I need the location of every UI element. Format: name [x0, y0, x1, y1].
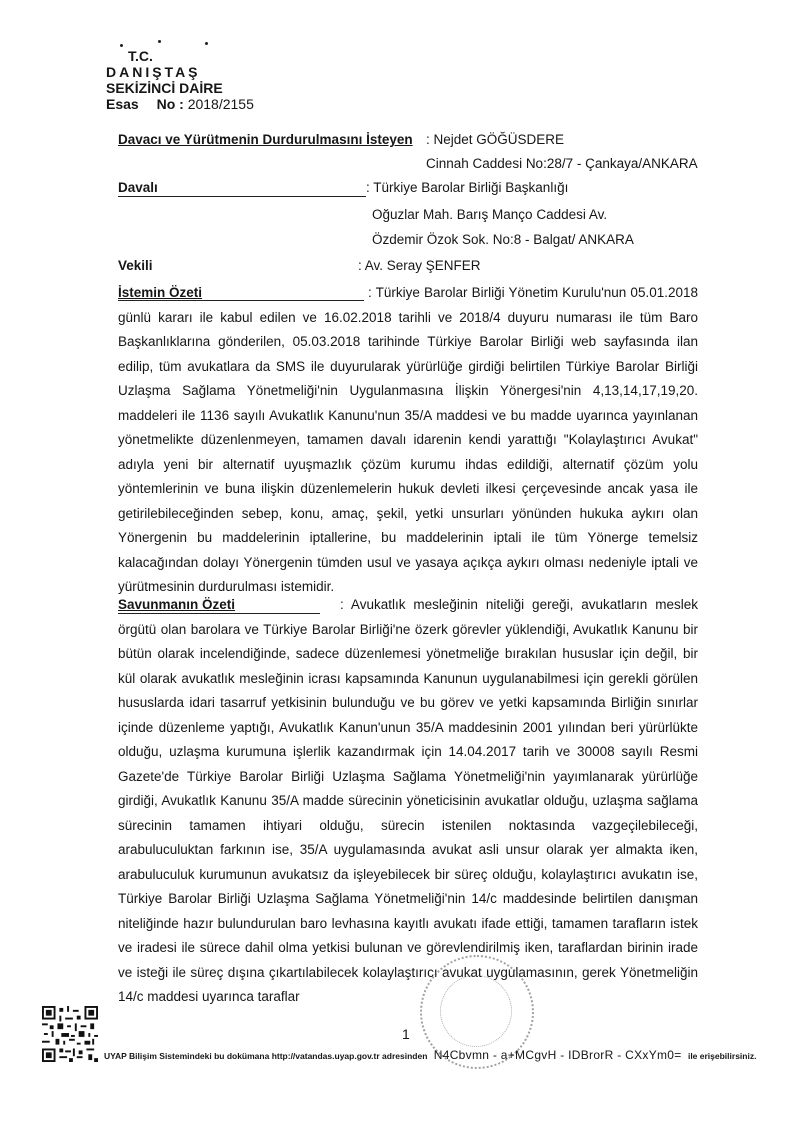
defense-label: Savunmanın Özeti: [118, 597, 236, 612]
court-name: DANIŞTAŞ: [106, 64, 201, 80]
qr-code-icon: [42, 1006, 98, 1062]
attorney-name: : Av. Seray ŞENFER: [358, 258, 481, 273]
scan-speck: [158, 40, 161, 43]
scan-speck: [205, 42, 208, 45]
defense-text: : Avukatlık mesleğinin niteliği gereği, avukatların meslek örgütü olan barolara ve Türkiye Barolar Birliği'ne özerk görevler yüklendiği, Avukatlık Kanunu bir bütün olarak incelendiğinde, sadece düzenlemesi yönetmeliğe bırakılan hususlar için değil, bir kül olarak avukatlık mesleğinin icrası kapsamında Kanunun uygulanabilmesi için gerekli görülen hususlarda idari tasarruf yetkisinin bulunduğu ve bu görev ve yetki kapsamında Birliğin sınırlar içinde düzenleme yaptığı, Avukatlık Kanun'unun 35/A maddesinin 2001 yılından beri yürürlükte olduğu, uzlaşma kurumuna işlerlik kazandırmak için 14.04.2017 tarih ve 30008 sayılı Resmi Gazete'de Türkiye Barolar Birliği Uzlaşma Sağlama Yönetmeliği'nin yayımlanarak yürürlüğe girdiği, Avukatlık Kanunu 35/A madde sürecinin yöneticisinin avukatlar olduğu, uzlaşma sağlama sürecinin tamamen ihtiyari olduğu, sürecin istenilen noktasında vazgeçilebileceği, arabuluculuktan farkının ise, 35/A uygulamasında avukat asli unsur olarak yer almakta iken, arabuluculuk kurumunun avukatsız da işleyebilecek bir süreç olduğu, kolaylaştırıcı avukatın ise, Türkiye Barolar Birliği Uzlaşma Sağlama Yönetmeliği'nin 14/c maddesinde belirtilen danışman niteliğinde hazır bulundurulan baro levhasına kayıtlı avukatı ifade ettiği, tamamen tarafların istek ve iradesi ile sürece dahil olma yetkisi bulunan ve görevlendirilmiş iken, taraflardan birinin irade ve isteği ile süreç dışına çıkartılabilecek kolaylaştırıcı avukat uygulamasının, gerek Yönetmeliğin 14/c maddesi uyarınca taraflar: [118, 597, 698, 1004]
header-tc: T.C.: [128, 48, 153, 64]
footer-suffix: ile erişebilirsiniz.: [687, 1051, 757, 1061]
summary-paragraph: [118, 281, 698, 600]
page-number: 1: [402, 1026, 410, 1042]
case-label: Esas: [106, 96, 139, 112]
plaintiff-address: Cinnah Caddesi No:28/7 - Çankaya/ANKARA: [426, 156, 698, 171]
summary-label: İstemin Özeti: [118, 285, 203, 300]
case-number: 2018/2155: [187, 96, 254, 112]
case-number-line: [106, 96, 254, 112]
defendant-name: : Türkiye Barolar Birliği Başkanlığı: [366, 180, 569, 195]
defendant-label-rule: [118, 196, 366, 197]
department-name: SEKİZİNCİ DAİRE: [106, 80, 223, 96]
footer-verification: [104, 1048, 756, 1062]
plaintiff-label: Davacı ve Yürütmenin Durdurulmasını İsteyen: [118, 132, 413, 147]
summary-text: : Türkiye Barolar Birliği Yönetim Kurulu'nun 05.01.2018 günlü kararı ile kabul edilen ve 16.02.2018 tarihli ve 2018/4 duyuru numarası ile tüm Baro Başkanlıklarına gönderilen, 05.03.2018 tarihinde Türkiye Barolar Birliği web sayfasında ilan edilip, tüm avukatlara da SMS ile duyurularak yürürlüğe girdiği belirtilen Türkiye Barolar Birliği Uzlaşma Sağlama Yönetmeliği'nin Uygulanmasına İlişkin Yönergesi'nin 4,13,14,17,19,20. maddeleri ile 1136 sayılı Avukatlık Kanunu'nun 35/A maddesi ve bu madde uyarınca yayınlanan yönetmelikte düzenlenmeyen, tamamen davalı idarenin kendi yarattığı "Kolaylaştırıcı Avukat" adıyla yeni bir alternatif uyuşmazlık çözüm kurumu ihdas edildiği, alternatif çözüm yolu yöntemlerinin ve buna ilişkin düzenlemelerin hukuk devleti ilkesi çerçevesinde ancak yasa ile getirilebileceğinden sebep, konu, amaç, şekil, yetki unsurları yönünden hukuka aykırı olan Yönergenin bu maddelerinin iptallerine, bu maddelerinin iptali ile tüm Yönerge temelsiz kalacağından dolayı Yönergenin tümden usul ve yasaya açıkça aykırı olması nedeniyle iptali ve yürütmesinin durdurulması istemidir.: [118, 285, 698, 594]
defendant-address-line-2: Özdemir Özok Sok. No:8 - Balgat/ ANKARA: [372, 232, 634, 247]
case-no-label: No :: [156, 96, 188, 112]
attorney-label: Vekili: [118, 258, 153, 273]
footer-prefix: UYAP Bilişim Sistemindeki bu dokümana http://vatandas.uyap.gov.tr adresinden: [104, 1051, 428, 1061]
defendant-address-line-1: Oğuzlar Mah. Barış Manço Caddesi Av.: [372, 207, 608, 222]
verification-code: N4Cbvmn - a+MCgvH - IDBrorR - CXxYm0=: [433, 1048, 682, 1062]
defense-paragraph: [118, 593, 698, 1010]
plaintiff-name: : Nejdet GÖĞÜSDERE: [426, 132, 565, 147]
defendant-label: Davalı: [118, 180, 158, 195]
scan-speck: [120, 44, 123, 47]
official-stamp-inner: [440, 975, 512, 1047]
